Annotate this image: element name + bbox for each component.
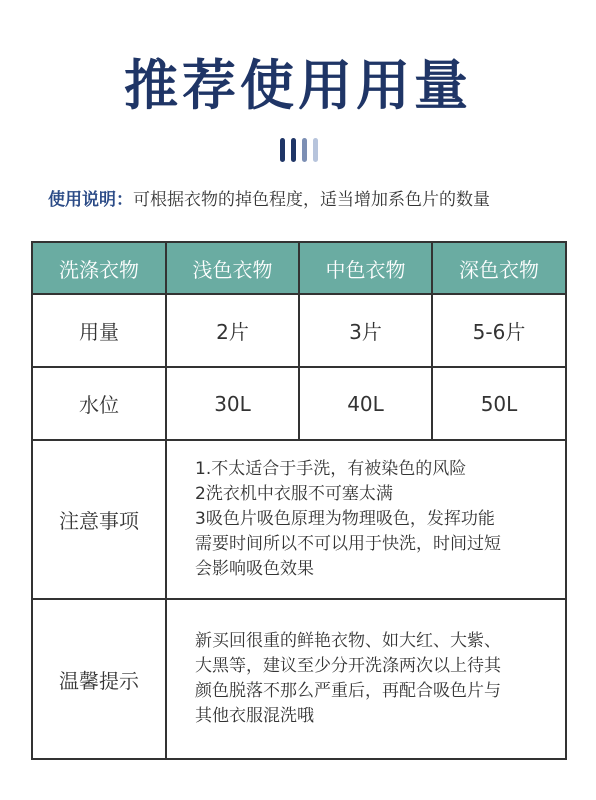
title-decoration-bars [280,138,320,162]
row-label-water: 水位 [32,367,166,440]
notes-line: 1.不太适合于手洗，有被染色的风险 [195,459,467,479]
notes-line: 3吸色片吸色原理为物理吸色，发挥功能 [195,509,495,529]
water-light: 30L [166,367,299,440]
row-label-notes: 注意事项 [32,440,166,599]
notes-content [166,440,566,599]
decoration-bar [291,138,296,162]
dosage-medium: 3片 [299,294,432,367]
instruction-lead: 使用说明： [48,190,133,210]
tips-line: 其他衣服混洗哦 [195,706,314,726]
dosage-dark: 5-6片 [432,294,566,367]
table-row-water [32,367,566,440]
notes-line: 2洗衣机中衣服不可塞太满 [195,484,393,504]
water-medium: 40L [299,367,432,440]
decoration-bar [313,138,318,162]
water-dark: 50L [432,367,566,440]
page-title: 推荐使用用量 [124,54,472,117]
row-label-dosage: 用量 [32,294,166,367]
header-light: 浅色衣物 [166,242,299,294]
table-row-tips [32,599,566,759]
table-row-dosage [32,294,566,367]
table-row-notes [32,440,566,599]
row-label-tips: 温馨提示 [32,599,166,759]
tips-line: 大黑等，建议至少分开洗涤两次以上待其 [195,656,501,676]
instruction-text: 可根据衣物的掉色程度，适当增加系色片的数量 [133,190,490,210]
dosage-table [31,241,567,760]
tips-line: 颜色脱落不那么严重后，再配合吸色片与 [195,681,501,701]
header-dark: 深色衣物 [432,242,566,294]
decoration-bar [302,138,307,162]
tips-content [166,599,566,759]
header-medium: 中色衣物 [299,242,432,294]
table-header-row [32,242,566,294]
header-laundry: 洗涤衣物 [32,242,166,294]
usage-instruction [48,188,490,212]
notes-line: 需要时间所以不可以用于快洗，时间过短 [195,534,501,554]
decoration-bar [280,138,285,162]
tips-line: 新买回很重的鲜艳衣物、如大红、大紫、 [195,631,501,651]
notes-line: 会影响吸色效果 [195,559,314,579]
dosage-light: 2片 [166,294,299,367]
